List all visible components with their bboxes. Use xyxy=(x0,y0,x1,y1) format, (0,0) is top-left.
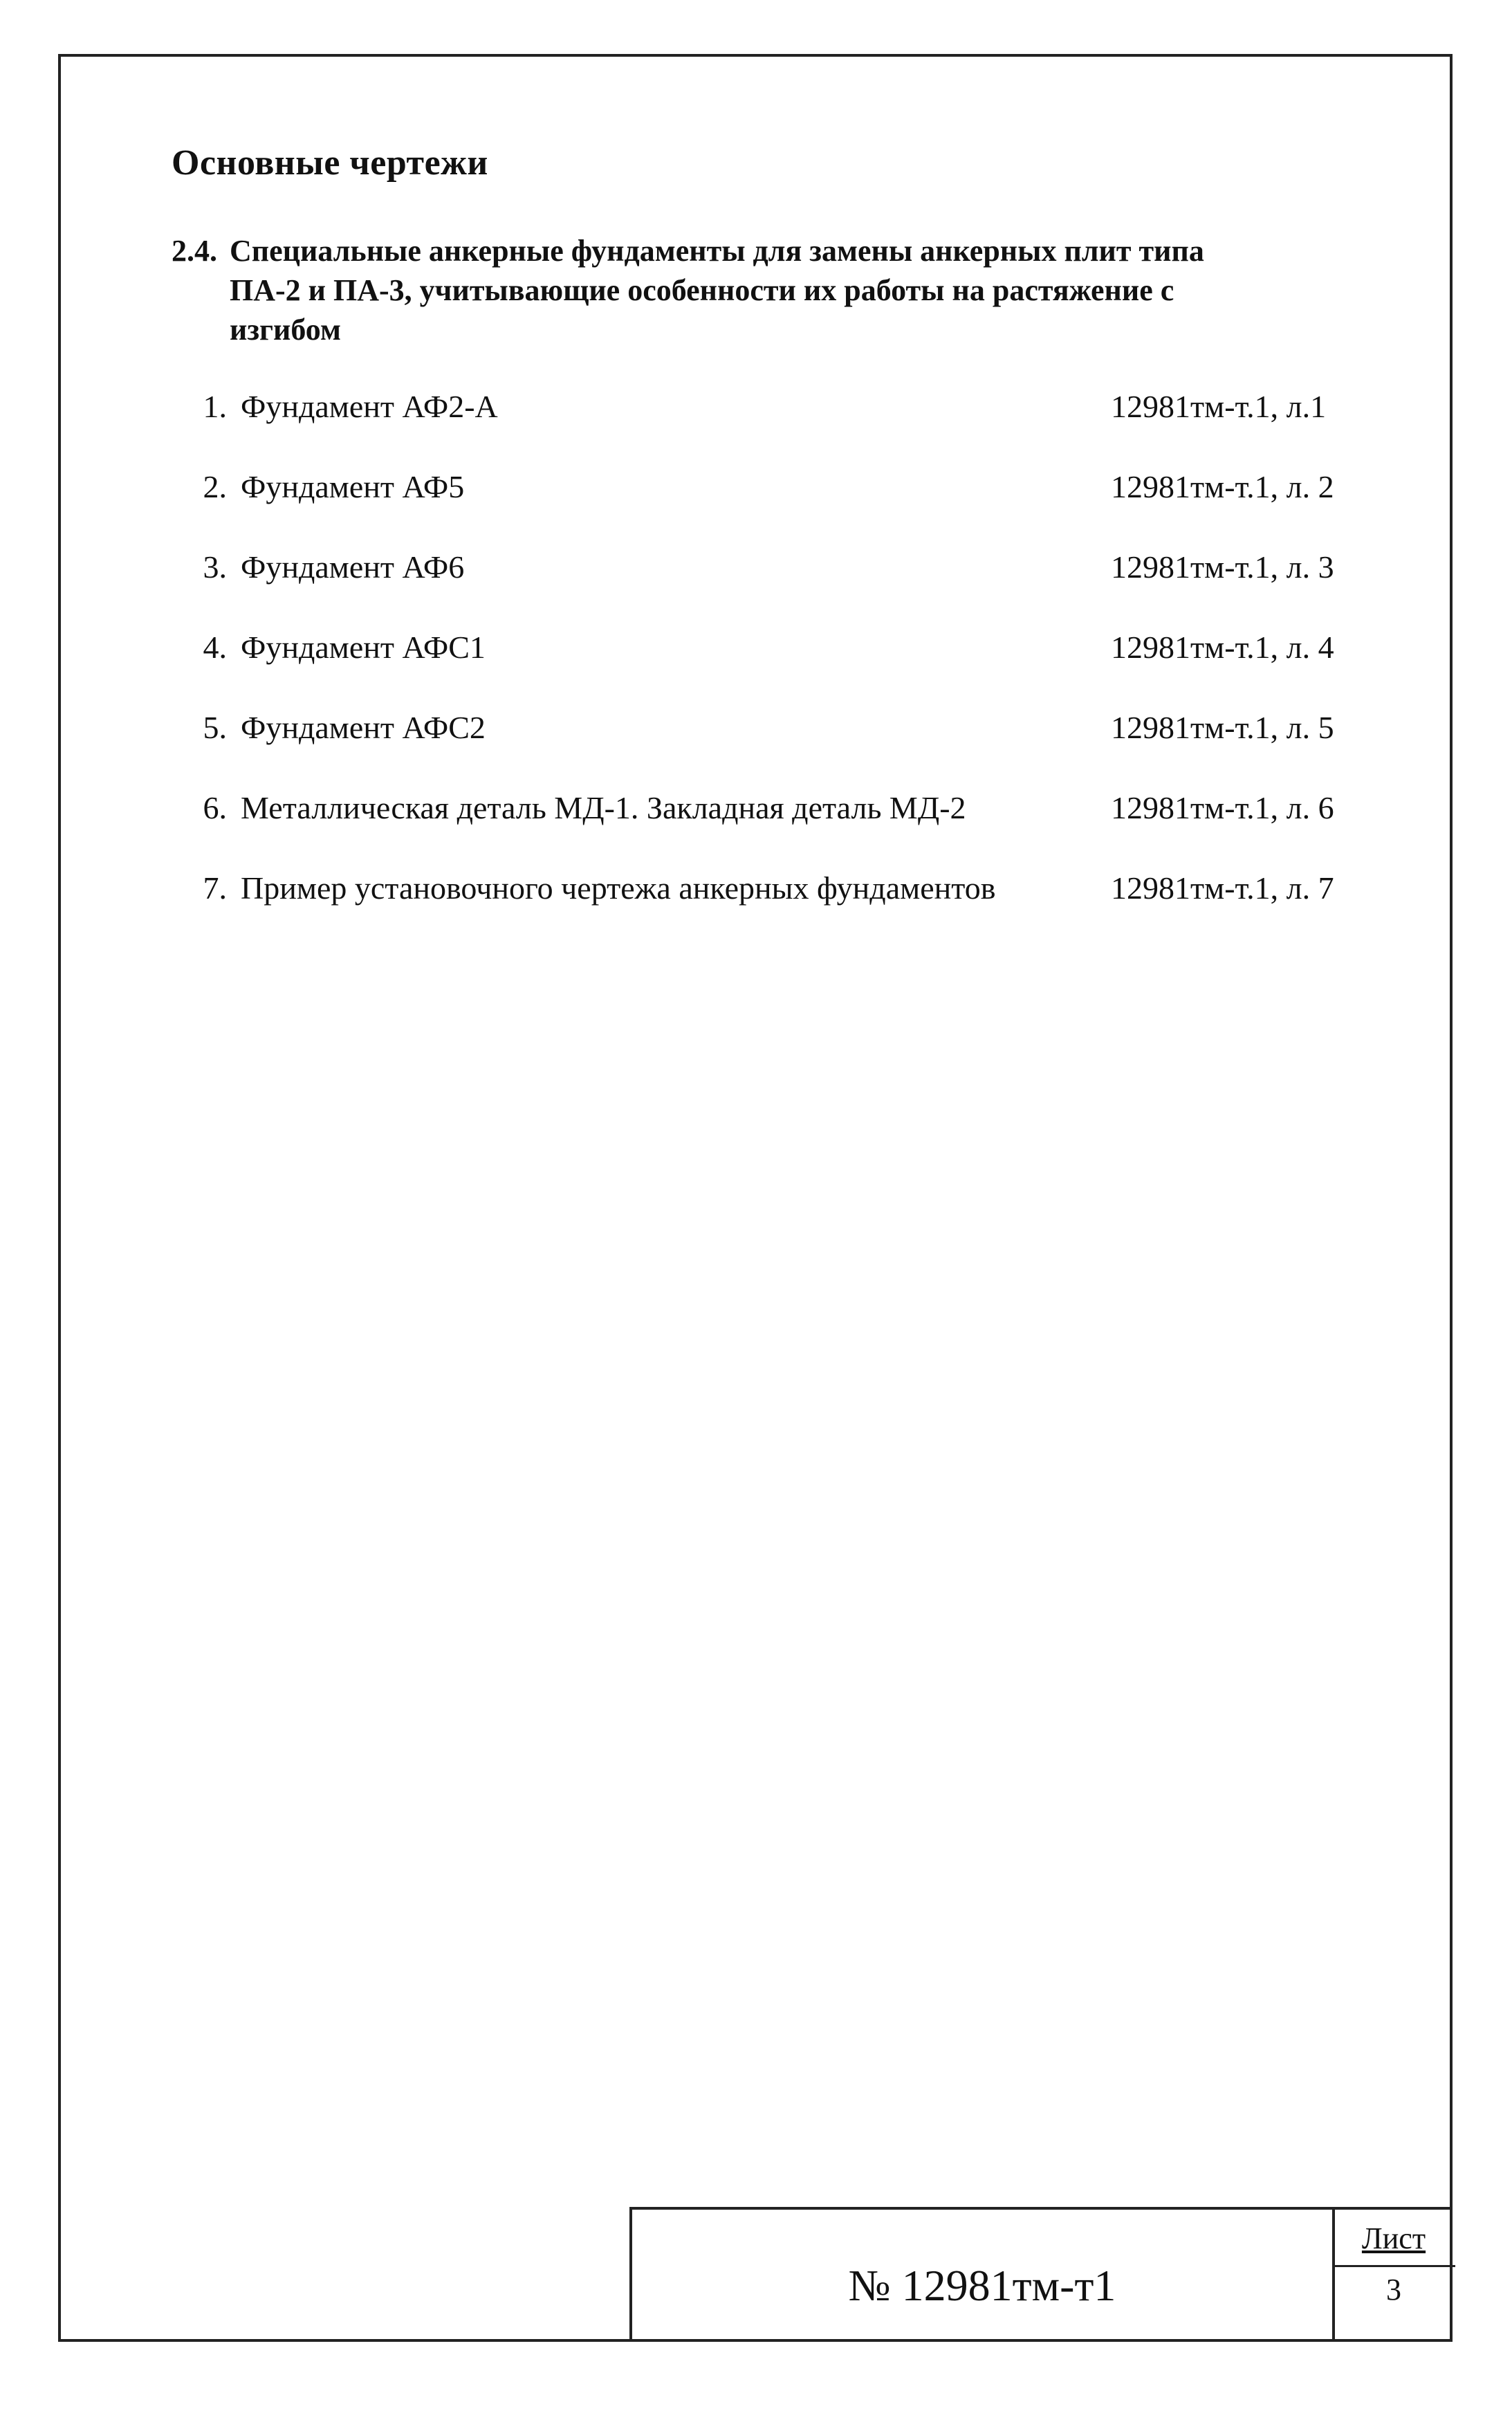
list-item xyxy=(172,707,1375,787)
section-number: 2.4. xyxy=(172,234,217,268)
list-item xyxy=(172,386,1375,466)
page-heading: Основные чертежи xyxy=(172,143,488,183)
item-title: Фундамент АФС2 xyxy=(241,710,486,745)
section-title-line-3: изгибом xyxy=(230,313,341,347)
item-index: 7. xyxy=(203,870,227,906)
sheet-number: 3 xyxy=(1386,2273,1401,2307)
drawing-list xyxy=(172,386,1375,948)
list-item xyxy=(172,547,1375,627)
item-title: Фундамент АФ5 xyxy=(241,469,465,504)
item-index: 5. xyxy=(203,710,227,745)
item-title: Пример установочного чертежа анкерных фундаментов xyxy=(241,870,996,906)
item-title: Фундамент АФ2-А xyxy=(241,389,498,424)
item-reference: 12981тм-т.1, л. 7 xyxy=(1111,870,1334,906)
item-reference: 12981тм-т.1, л. 6 xyxy=(1111,790,1334,825)
item-reference: 12981тм-т.1, л. 5 xyxy=(1111,710,1334,745)
item-title: Фундамент АФ6 xyxy=(241,549,465,585)
item-reference: 12981тм-т.1, л.1 xyxy=(1111,389,1327,424)
item-reference: 12981тм-т.1, л. 3 xyxy=(1111,549,1334,585)
section-title-line-2: ПА-2 и ПА-3, учитывающие особенности их работы на растяжение с xyxy=(230,273,1174,307)
item-index: 1. xyxy=(203,389,227,424)
list-item xyxy=(172,466,1375,547)
item-index: 4. xyxy=(203,630,227,665)
title-block xyxy=(629,2207,1453,2342)
sheet-label-divider xyxy=(1335,2265,1455,2267)
item-index: 2. xyxy=(203,469,227,504)
item-index: 3. xyxy=(203,549,227,585)
section-title-line-1: Специальные анкерные фундаменты для замены анкерных плит типа xyxy=(230,234,1204,268)
section-title xyxy=(172,231,1375,349)
item-index: 6. xyxy=(203,790,227,825)
list-item xyxy=(172,868,1375,948)
list-item xyxy=(172,627,1375,707)
item-title: Фундамент АФС1 xyxy=(241,630,486,665)
sheet-label: Лист xyxy=(1361,2221,1426,2255)
item-reference: 12981тм-т.1, л. 2 xyxy=(1111,469,1334,504)
item-title: Металлическая деталь МД-1. Закладная деталь МД-2 xyxy=(241,790,966,825)
item-reference: 12981тм-т.1, л. 4 xyxy=(1111,630,1334,665)
list-item xyxy=(172,787,1375,868)
document-number: № 12981тм-т1 xyxy=(848,2261,1116,2310)
